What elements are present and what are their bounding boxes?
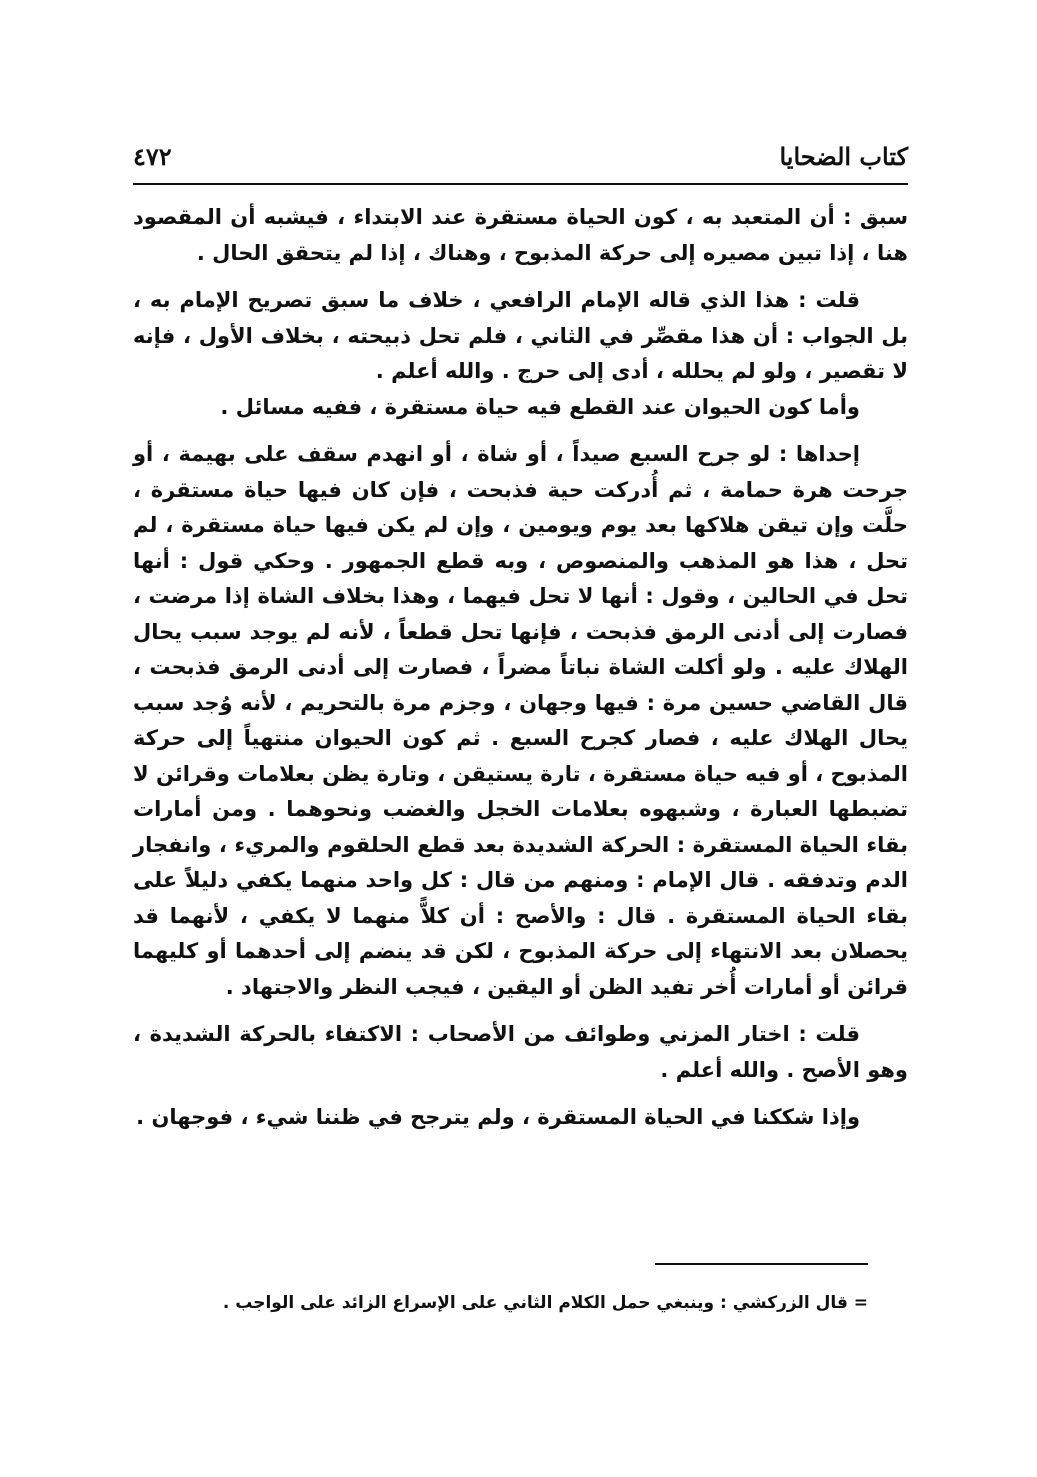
book-title: كتاب الضحايا: [779, 142, 908, 171]
paragraph: وإذا شككنا في الحياة المستقرة ، ولم يترجح في ظننا شيء ، فوجهان .: [136, 1105, 860, 1129]
footnote-divider: [655, 1263, 868, 1265]
paragraph: قلت : اختار المزني وطوائف من الأصحاب : الاكتفاء بالحركة الشديدة ، وهو الأصح . والله أعلم .: [133, 1022, 908, 1082]
main-text: [133, 200, 908, 1136]
header-divider: [133, 183, 908, 185]
paragraph: سبق : أن المتعبد به ، كون الحياة مستقرة عند الابتداء ، فيشبه أن المقصود هنا ، إذا تبين مصيره إلى حركة المذبوح ، وهناك ، إذا لم يتحقق الحال .: [133, 205, 908, 265]
paragraph: إحداها : لو جرح السبع صيداً ، أو شاة ، أو انهدم سقف على بهيمة ، أو جرحت هرة حمامة ، ثم أُدركت حية فذبحت ، فإن كان فيها حياة مستقرة ، حلَّت وإن تيقن هلاكها بعد يوم ويومين ، وإن لم يكن فيها حياة مستقرة ، لم تحل ، هذا هو المذهب والمنصوص ، وبه قطع الجمهور . وحكي قول : أنها تحل في الحالين ، وقول : أنها لا تحل فيهما ، وهذا بخلاف الشاة إذا مرضت ، فصارت إلى أدنى الرمق فذبحت ، فإنها تحل قطعاً ، لأنه لم يوجد سبب يحال الهلاك عليه . ولو أكلت الشاة نباتاً مضراً ، فصارت إلى أدنى الرمق فذبحت ، قال القاضي حسين مرة : فيها وجهان ، وجزم مرة بالتحريم ، لأنه وُجد سبب يحال الهلاك عليه ، فصار كجرح السبع . ثم كون الحيوان منتهياً إلى حركة المذبوح ، أو فيه حياة مستقرة ، تارة يستيقن ، وتارة يظن بعلامات وقرائن لا تضبطها العبارة ، وشبهوه بعلامات الخجل والغضب ونحوهما . ومن أمارات بقاء الحياة المستقرة : الحركة الشديدة بعد قطع الحلقوم والمريء ، وانفجار الدم وتدفقه . قال الإمام : ومنهم من قال : كل واحد منهما يكفي دليلاً على بقاء الحياة المستقرة . قال : والأصح : أن كلاًّ منهما لا يكفي ، لأنهما قد يحصلان بعد الانتهاء إلى حركة المذبوح ، لكن قد ينضم إلى أحدهما أو كليهما قرائن أو أمارات أُخر تفيد الظن أو اليقين ، فيجب النظر والاجتهاد .: [133, 442, 908, 999]
footnote: = قال الزركشي : وينبغي حمل الكلام الثاني على الإسراع الزائد على الواجب .: [222, 1293, 868, 1313]
page-number: ٤٧٢: [133, 142, 172, 171]
paragraph: قلت : هذا الذي قاله الإمام الرافعي ، خلاف ما سبق تصريح الإمام به ، بل الجواب : أن هذا مقصِّر في الثاني ، فلم تحل ذبيحته ، بخلاف الأول ، فإنه لا تقصير ، ولو لم يحلله ، أدى إلى حرج . والله أعلم .: [133, 288, 908, 383]
running-header: [133, 142, 908, 182]
paragraph: وأما كون الحيوان عند القطع فيه حياة مستقرة ، ففيه مسائل .: [220, 394, 860, 419]
